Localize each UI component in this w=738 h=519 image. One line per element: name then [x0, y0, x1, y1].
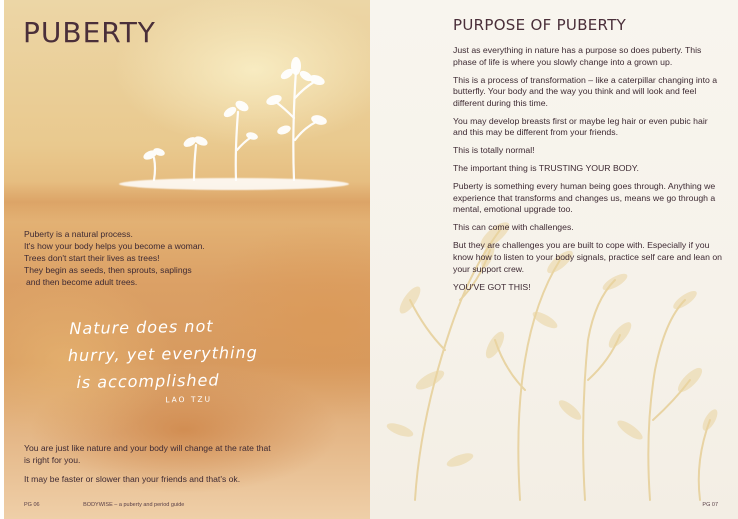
closing-text [24, 442, 274, 492]
left-footer [24, 502, 184, 508]
body-text [453, 45, 723, 300]
page-number: PG 07 [702, 502, 718, 508]
body-paragraph: This can come with challenges. [453, 222, 574, 233]
intro-line: It's how your body helps you become a woman. [24, 241, 205, 251]
intro-line: They begin as seeds, then sprouts, saplings [24, 265, 192, 275]
quote-line: Nature does not [69, 316, 214, 339]
closing-paragraph: You are just like nature and your body will change at the rate that is right for you. [24, 443, 271, 465]
right-footer [702, 502, 718, 508]
body-paragraph: But they are challenges you are built to cope with. Especially if you know how to listen to your body signals, practice self care and lean on your support crew. [453, 240, 722, 274]
page-title: PUBERTY [23, 16, 156, 49]
quote-author: LAO TZU [165, 394, 213, 405]
intro-line: Puberty is a natural process. [24, 229, 133, 239]
body-paragraph: You may develop breasts first or maybe leg hair or even pubic hair and this may be different from your friends. [453, 115, 708, 138]
left-page [4, 0, 370, 519]
book-title: BODYWISE – a puberty and period guide [83, 502, 185, 508]
body-paragraph: This is a process of transformation – like a caterpillar changing into a butterfly. Your body and the way you think and will look and feel different during this time. [453, 74, 718, 108]
quote-line: is accomplished [76, 370, 220, 392]
handwritten-quote [67, 311, 309, 407]
quote-line: hurry, yet everything [67, 342, 258, 366]
ground-line [119, 178, 349, 190]
body-paragraph: YOU'VE GOT THIS! [453, 281, 531, 292]
intro-line: Trees don't start their lives as trees! [24, 253, 160, 263]
body-paragraph: The important thing is TRUSTING YOUR BODY. [453, 163, 639, 174]
intro-line: and then become adult trees. [26, 277, 138, 287]
section-title: PURPOSE OF PUBERTY [453, 16, 627, 34]
intro-text [24, 228, 254, 288]
page-number: PG 06 [24, 502, 40, 508]
closing-paragraph: It may be faster or slower than your friends and that's ok. [24, 474, 241, 484]
body-paragraph: This is totally normal! [453, 145, 535, 156]
right-page [370, 0, 738, 519]
body-paragraph: Puberty is something every human being goes through. Anything we experience that transforms and changes us, means we go through a mental, emotional upgrade too. [453, 181, 716, 215]
body-paragraph: Just as everything in nature has a purpose so does puberty. This phase of life is where you slowly change into a grown up. [453, 45, 702, 67]
